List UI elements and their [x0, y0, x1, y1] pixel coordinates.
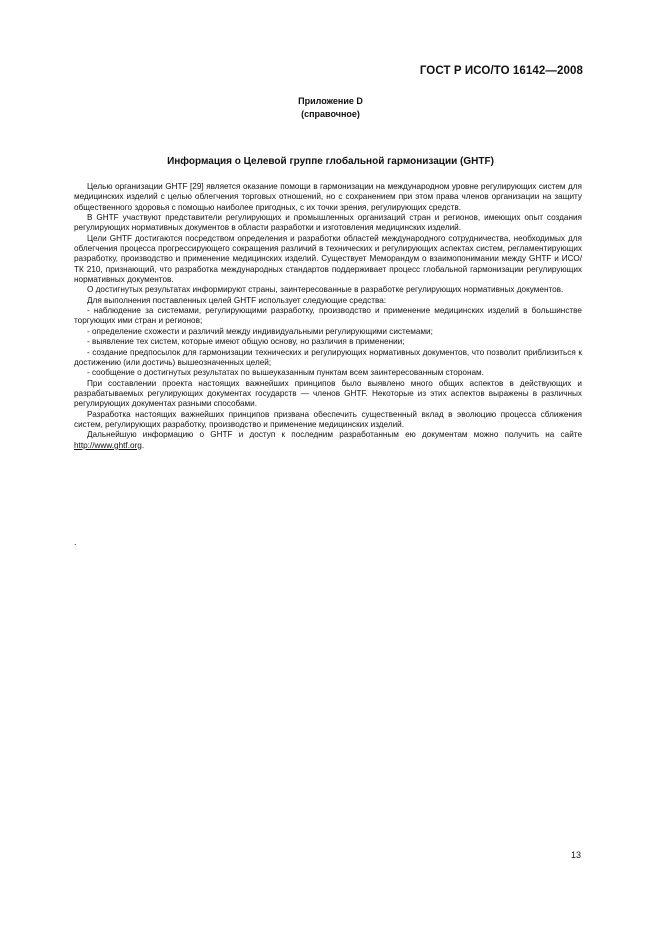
- page-number: 13: [570, 850, 581, 860]
- list-item: - выявление тех систем, которые имеют общую основу, но различия в применении;: [87, 337, 405, 347]
- list-item: - сообщение о достигнутых результатах по вышеуказанным пунктам всем заинтересованным сторонам.: [87, 368, 484, 378]
- paragraph: Цели GHTF достигаются посредством определения и разработки областей международного сотрудничества, необходимых для облегчения процесса прогрессирующего сокращения различий в технических и регулирующих аспектах систем, регламентирующих разработку, производство и применение медицинских изделий. Существует Меморандум о взаимопонимании между GHTF и ИСО/ТК 210, признающий, что разработка международных стандартов поддерживает процесс глобальной гармонизации регулирующих нормативных документов.: [74, 233, 582, 285]
- paragraph: В GHTF участвуют представители регулирующих и промышленных организаций стран и регионов, имеющих опыт создания регулирующих нормативных документов в области разработки и изготовления медицинских изделий.: [74, 213, 582, 233]
- paragraph: Для выполнения поставленных целей GHTF использует следующие средства:: [87, 295, 387, 305]
- final-text: Дальнейшую информацию о GHTF и доступ к последним разработанным ею документам можно получить на сайте: [87, 430, 582, 440]
- annex-heading: [0, 95, 661, 121]
- paragraph: Разработка настоящих важнейших принципов призвана обеспечить существенный вклад в эволюцию процесса сближения систем, регулирующих разработку, производство и применение медицинских изделий.: [74, 409, 582, 429]
- final-paragraph: [74, 430, 582, 451]
- annex-type: (справочное): [301, 109, 360, 119]
- stray-mark: .: [74, 537, 77, 547]
- ghtf-website-link[interactable]: http://www.ghtf.org: [74, 440, 142, 450]
- list-item: - создание предпосылок для гармонизации технических и регулирующих нормативных документов, что позволит приблизиться к достижению (или достичь) вышеозначенных целей;: [74, 347, 582, 367]
- standard-header: ГОСТ Р ИСО/ТО 16142—2008: [419, 65, 583, 77]
- list-item: - наблюдение за системами, регулирующими разработку, производство и применение медицинских изделий в большинстве торгующих ими стран и регионов;: [74, 306, 582, 326]
- annex-label: Приложение D: [298, 96, 363, 106]
- paragraph: При составлении проекта настоящих важнейших принципов было выявлено много общих аспектов в действующих и разрабатываемых регулирующих документах государств — членов GHTF. Некоторые из этих аспектов выражены в различных регулирующих документах разными способами.: [74, 378, 582, 409]
- list-item: - определение схожести и различий между индивидуальными регулирующими системами;: [87, 326, 433, 336]
- paragraph: О достигнутых результатах информируют страны, заинтересованные в разработке регулирующих нормативных документов.: [87, 285, 564, 295]
- paragraph: Целью организации GHTF [29] является оказание помощи в гармонизации на международном уровне регулирующих систем для медицинских изделий с целью облегчения торговых отношений, но с сохранением при этом права членов организации на защиту общественного здоровья с помощью наиболее пригодных, с их точки зрения, регулирующих средств.: [74, 182, 582, 212]
- final-period: .: [141, 440, 145, 450]
- body-text: [74, 182, 582, 451]
- section-title: Информация о Целевой группе глобальной гармонизации (GHTF): [167, 156, 494, 167]
